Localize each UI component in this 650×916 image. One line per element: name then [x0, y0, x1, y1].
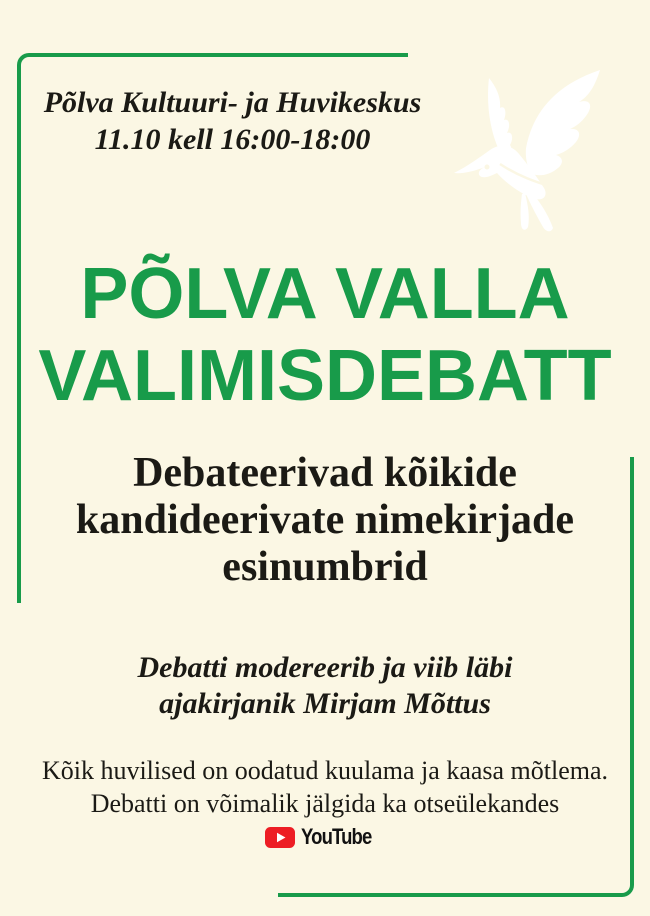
event-datetime: 11.10 kell 16:00-18:00 [94, 123, 371, 156]
hummingbird-icon [440, 60, 650, 250]
debate-description-line3: esinumbrid [222, 544, 428, 590]
event-info-block [25, 84, 440, 158]
debate-description-line1: Debateerivad kõikide [133, 450, 517, 496]
poster-title-line2: VALIMISDEBATT [38, 336, 612, 416]
debate-description [0, 450, 650, 591]
moderator-info [0, 650, 650, 722]
moderator-info-line1: Debatti modereerib ja viib läbi [137, 651, 513, 684]
moderator-info-line2: ajakirjanik Mirjam Mõttus [159, 687, 491, 720]
venue-name: Põlva Kultuuri- ja Huvikeskus [43, 86, 422, 119]
debate-description-line2: kandideerivate nimekirjade [75, 497, 575, 543]
poster-title [0, 253, 650, 417]
audience-note-line2: Debatti on võimalik jälgida ka otseülekandes [90, 789, 560, 818]
audience-note-line1: Kõik huvilised on oodatud kuulama ja kaasa mõtlema. [41, 756, 609, 785]
audience-note [0, 754, 650, 820]
youtube-play-icon [265, 827, 295, 848]
poster-title-line1: PÕLVA VALLA [80, 254, 570, 334]
youtube-logo [0, 826, 650, 848]
youtube-wordmark: YouTube [301, 824, 372, 849]
